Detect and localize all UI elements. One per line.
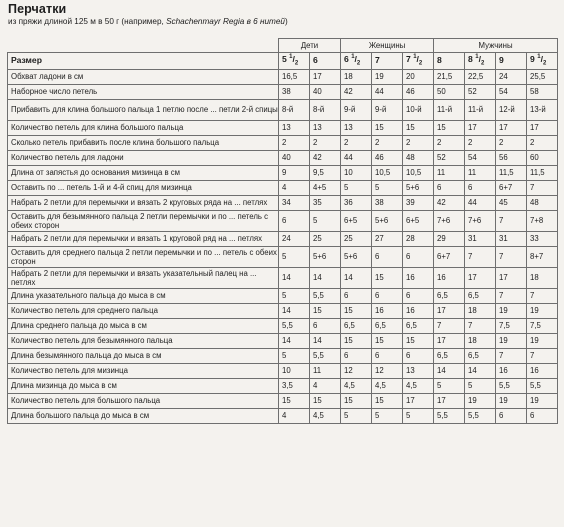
table-cell: 45: [496, 195, 527, 210]
row-label: Набрать 2 петли для перемычки и вязать 1 круговой ряд на ... петлях: [8, 231, 279, 246]
table-cell: 44: [341, 150, 372, 165]
table-cell: 4,5: [310, 408, 341, 423]
table-cell: 9: [279, 165, 310, 180]
size-value: [344, 53, 361, 67]
table-cell: 4,5: [341, 378, 372, 393]
table-cell: 7+6: [465, 210, 496, 231]
table-cell: 11: [465, 165, 496, 180]
size-cell: [372, 53, 403, 70]
size-cell: [341, 53, 372, 70]
size-fraction-numerator: 1: [351, 54, 355, 60]
table-cell: 13: [310, 120, 341, 135]
row-label: Длина от запястья до основания мизинца в см: [8, 165, 279, 180]
table-cell: 14: [279, 333, 310, 348]
table-cell: 11-й: [465, 99, 496, 120]
size-value: [437, 55, 442, 65]
table-cell: 18: [465, 333, 496, 348]
table-cell: 24: [496, 69, 527, 84]
table-cell: 15: [372, 393, 403, 408]
table-cell: 14: [434, 363, 465, 378]
size-whole: 9: [530, 53, 535, 64]
table-cell: 7: [465, 318, 496, 333]
table-cell: 16: [527, 363, 558, 378]
row-label: Оставить для безымянного пальца 2 петли перемычки и по ... петель с обеих сторон: [8, 210, 279, 231]
table-cell: 6: [465, 180, 496, 195]
table-cell: 15: [341, 393, 372, 408]
table-row: [8, 288, 558, 303]
size-cell: [465, 53, 496, 70]
table-cell: 19: [527, 393, 558, 408]
table-cell: 14: [310, 267, 341, 288]
table-cell: 11-й: [434, 99, 465, 120]
table-cell: 8+7: [527, 246, 558, 267]
table-cell: 6: [372, 246, 403, 267]
table-cell: 6: [310, 318, 341, 333]
table-cell: 38: [372, 195, 403, 210]
table-cell: 16: [403, 303, 434, 318]
table-cell: 5: [279, 288, 310, 303]
table-cell: 15: [310, 393, 341, 408]
table-cell: 19: [465, 393, 496, 408]
size-fraction-denominator: 2: [542, 60, 547, 67]
group-women: Женщины: [341, 39, 434, 53]
table-cell: 2: [527, 135, 558, 150]
row-label: Наборное число петель: [8, 84, 279, 99]
table-row: [8, 363, 558, 378]
size-cell: [434, 53, 465, 70]
table-row: [8, 69, 558, 84]
table-cell: 15: [434, 120, 465, 135]
table-cell: 44: [465, 195, 496, 210]
table-row: [8, 99, 558, 120]
table-cell: 15: [341, 333, 372, 348]
table-cell: 5,5: [310, 348, 341, 363]
size-fraction-numerator: 1: [413, 54, 417, 60]
table-cell: 29: [434, 231, 465, 246]
subtitle-prefix: из пряжи длиной 125 м в 50 г (например,: [8, 17, 167, 26]
table-cell: 17: [434, 333, 465, 348]
table-row: [8, 210, 558, 231]
table-cell: 40: [279, 150, 310, 165]
size-cell: [527, 53, 558, 70]
size-value: [468, 53, 485, 67]
table-cell: 10: [341, 165, 372, 180]
size-whole: 7: [406, 53, 411, 64]
table-cell: 6: [496, 408, 527, 423]
table-cell: 19: [496, 333, 527, 348]
table-cell: 11,5: [527, 165, 558, 180]
size-whole: 7: [375, 55, 380, 66]
table-cell: 17: [465, 120, 496, 135]
size-whole: 9: [499, 55, 504, 66]
table-cell: 12: [341, 363, 372, 378]
table-cell: 5+6: [310, 246, 341, 267]
table-cell: 7: [527, 288, 558, 303]
table-cell: 14: [310, 333, 341, 348]
table-cell: 5: [403, 408, 434, 423]
table-cell: 7: [496, 246, 527, 267]
table-cell: 6,5: [372, 318, 403, 333]
row-label: Длина мизинца до мыса в см: [8, 378, 279, 393]
table-cell: 2: [465, 135, 496, 150]
corner-blank: [8, 39, 279, 53]
table-cell: 54: [496, 84, 527, 99]
table-cell: 60: [527, 150, 558, 165]
table-cell: 2: [496, 135, 527, 150]
table-cell: 6: [279, 210, 310, 231]
table-cell: 5: [310, 210, 341, 231]
table-cell: 42: [341, 84, 372, 99]
table-cell: 19: [372, 69, 403, 84]
table-cell: 27: [372, 231, 403, 246]
table-row: [8, 303, 558, 318]
size-fraction-slash: /: [478, 53, 481, 64]
table-cell: 5+6: [372, 210, 403, 231]
table-cell: 6: [341, 348, 372, 363]
subtitle-yarn: Schachenmayr Regia в 6 нитей: [166, 17, 285, 26]
table-row: [8, 195, 558, 210]
table-cell: 6: [372, 348, 403, 363]
table-cell: 35: [310, 195, 341, 210]
table-cell: 13: [279, 120, 310, 135]
table-cell: 5+6: [341, 246, 372, 267]
size-value: [375, 55, 380, 65]
table-row: [8, 135, 558, 150]
row-label: Набрать 2 петли для перемычки и вязать 2 круговых ряда на ... петлях: [8, 195, 279, 210]
table-cell: 58: [527, 84, 558, 99]
table-cell: 7+6: [434, 210, 465, 231]
table-cell: 7+8: [527, 210, 558, 231]
table-cell: 36: [341, 195, 372, 210]
table-cell: 6,5: [434, 288, 465, 303]
table-cell: 31: [465, 231, 496, 246]
table-cell: 15: [341, 303, 372, 318]
row-label: Оставить для среднего пальца 2 петли перемычки и по ... петель с обеих сторон: [8, 246, 279, 267]
table-cell: 14: [279, 267, 310, 288]
table-cell: 16: [403, 267, 434, 288]
table-cell: 34: [279, 195, 310, 210]
size-fraction-denominator: 2: [294, 60, 299, 67]
table-cell: 48: [527, 195, 558, 210]
size-value: [313, 55, 318, 65]
size-whole: 5: [282, 53, 287, 64]
table-cell: 13: [341, 120, 372, 135]
table-row: [8, 378, 558, 393]
table-row: [8, 333, 558, 348]
table-cell: 48: [403, 150, 434, 165]
size-whole: 8: [437, 55, 442, 66]
row-label: Длина большого пальца до мыса в см: [8, 408, 279, 423]
table-cell: 11: [434, 165, 465, 180]
table-cell: 15: [310, 303, 341, 318]
table-cell: 52: [434, 150, 465, 165]
table-cell: 2: [403, 135, 434, 150]
table-cell: 6: [403, 348, 434, 363]
table-cell: 25: [310, 231, 341, 246]
table-cell: 6,5: [465, 288, 496, 303]
table-cell: 6+7: [434, 246, 465, 267]
table-row: [8, 165, 558, 180]
table-cell: 5: [341, 180, 372, 195]
table-row: [8, 231, 558, 246]
size-whole: 6: [344, 53, 349, 64]
table-cell: 5,5: [310, 288, 341, 303]
table-cell: 4,5: [372, 378, 403, 393]
subtitle-suffix: ): [284, 17, 288, 26]
table-cell: 6+5: [403, 210, 434, 231]
row-label: Длина указательного пальца до мыса в см: [8, 288, 279, 303]
table-cell: 7: [434, 318, 465, 333]
row-label: Количество петель для большого пальца: [8, 393, 279, 408]
table-cell: 6+7: [496, 180, 527, 195]
size-fraction-numerator: 1: [475, 54, 479, 60]
table-cell: 7,5: [527, 318, 558, 333]
table-row: [8, 84, 558, 99]
table-cell: 56: [496, 150, 527, 165]
row-label: Количество петель для мизинца: [8, 363, 279, 378]
table-cell: 16: [372, 303, 403, 318]
table-cell: 17: [310, 69, 341, 84]
table-cell: 50: [434, 84, 465, 99]
table-cell: 4: [279, 180, 310, 195]
table-cell: 21,5: [434, 69, 465, 84]
table-cell: 39: [403, 195, 434, 210]
table-cell: 46: [372, 150, 403, 165]
table-cell: 19: [527, 333, 558, 348]
table-cell: 6: [434, 180, 465, 195]
row-label: Длина безымянного пальца до мыса в см: [8, 348, 279, 363]
table-cell: 22,5: [465, 69, 496, 84]
page-subtitle: [8, 17, 288, 26]
table-cell: 6: [372, 288, 403, 303]
table-cell: 31: [496, 231, 527, 246]
table-cell: 16: [434, 267, 465, 288]
table-cell: 6: [527, 408, 558, 423]
table-cell: 17: [527, 120, 558, 135]
table-cell: 6: [341, 288, 372, 303]
table-cell: 2: [341, 135, 372, 150]
table-cell: 8-й: [279, 99, 310, 120]
size-fraction-slash: /: [292, 53, 295, 64]
table-cell: 17: [496, 120, 527, 135]
table-cell: 6: [403, 288, 434, 303]
table-cell: 4: [310, 378, 341, 393]
table-cell: 3,5: [279, 378, 310, 393]
table-cell: 46: [403, 84, 434, 99]
table-cell: 33: [527, 231, 558, 246]
table-cell: 6,5: [341, 318, 372, 333]
table-cell: 15: [372, 267, 403, 288]
row-label: Обхват ладони в см: [8, 69, 279, 84]
table-cell: 9,5: [310, 165, 341, 180]
page-title: Перчатки: [8, 2, 67, 16]
table-cell: 18: [341, 69, 372, 84]
table-row: [8, 393, 558, 408]
table-cell: 6: [403, 246, 434, 267]
table-cell: 4: [279, 408, 310, 423]
table-cell: 16: [496, 363, 527, 378]
table-cell: 18: [465, 303, 496, 318]
table-row: [8, 267, 558, 288]
size-fraction-denominator: 2: [480, 60, 485, 67]
table-cell: 5,5: [279, 318, 310, 333]
size-cell: [496, 53, 527, 70]
table-cell: 5: [434, 378, 465, 393]
table-cell: 9-й: [341, 99, 372, 120]
table-cell: 7: [465, 246, 496, 267]
table-cell: 25,5: [527, 69, 558, 84]
table-cell: 42: [310, 150, 341, 165]
size-value: [530, 53, 547, 67]
table-cell: 5: [279, 348, 310, 363]
table-cell: 19: [496, 393, 527, 408]
table-cell: 19: [527, 303, 558, 318]
row-label: Сколько петель прибавить после клина большого пальца: [8, 135, 279, 150]
table-cell: 7,5: [496, 318, 527, 333]
size-fraction-numerator: 1: [289, 54, 293, 60]
table-cell: 11: [310, 363, 341, 378]
table-cell: 12-й: [496, 99, 527, 120]
table-cell: 11,5: [496, 165, 527, 180]
size-fraction-slash: /: [416, 53, 419, 64]
table-cell: 52: [465, 84, 496, 99]
table-cell: 7: [496, 210, 527, 231]
row-label: Прибавить для клина большого пальца 1 петлю после ... петли 2-й спицы: [8, 99, 279, 120]
table-cell: 25: [341, 231, 372, 246]
row-label: Количество петель для безымянного пальца: [8, 333, 279, 348]
row-label: Количество петель для клина большого пальца: [8, 120, 279, 135]
table-cell: 2: [279, 135, 310, 150]
table-cell: 7: [527, 180, 558, 195]
table-cell: 4+5: [310, 180, 341, 195]
table-cell: 18: [527, 267, 558, 288]
row-label: Количество петель для среднего пальца: [8, 303, 279, 318]
gloves-size-table: [7, 38, 558, 424]
group-men: Мужчины: [434, 39, 558, 53]
table-row: [8, 150, 558, 165]
table-cell: 38: [279, 84, 310, 99]
size-fraction-denominator: 2: [356, 60, 361, 67]
table-cell: 7: [496, 288, 527, 303]
size-fraction-denominator: 2: [418, 60, 423, 67]
size-fraction-slash: /: [354, 53, 357, 64]
table-cell: 5: [372, 408, 403, 423]
row-label: Длина среднего пальца до мыса в см: [8, 318, 279, 333]
table-cell: 10,5: [403, 165, 434, 180]
table-cell: 2: [372, 135, 403, 150]
table-cell: 17: [434, 303, 465, 318]
size-fraction-numerator: 1: [537, 54, 541, 60]
table-cell: 54: [465, 150, 496, 165]
table-cell: 12: [372, 363, 403, 378]
table-cell: 10: [279, 363, 310, 378]
table-cell: 6+5: [341, 210, 372, 231]
table-cell: 14: [279, 303, 310, 318]
size-value: [282, 53, 299, 67]
table-cell: 5: [279, 246, 310, 267]
table-cell: 15: [403, 333, 434, 348]
table-row: [8, 348, 558, 363]
row-label: Количество петель для ладони: [8, 150, 279, 165]
size-whole: 8: [468, 53, 473, 64]
size-cell: [310, 53, 341, 70]
table-cell: 17: [434, 393, 465, 408]
table-cell: 15: [372, 120, 403, 135]
table-cell: 7: [496, 348, 527, 363]
table-cell: 28: [403, 231, 434, 246]
table-cell: 5,5: [434, 408, 465, 423]
table-cell: 6,5: [465, 348, 496, 363]
table-cell: 10-й: [403, 99, 434, 120]
table-cell: 20: [403, 69, 434, 84]
table-cell: 5: [372, 180, 403, 195]
table-cell: 4,5: [403, 378, 434, 393]
size-cell: [279, 53, 310, 70]
table-cell: 13-й: [527, 99, 558, 120]
size-fraction-slash: /: [540, 53, 543, 64]
table-cell: 15: [372, 333, 403, 348]
table-cell: 44: [372, 84, 403, 99]
table-row: [8, 180, 558, 195]
size-header: Размер: [8, 53, 279, 70]
table-cell: 5,5: [465, 408, 496, 423]
size-value: [406, 53, 423, 67]
row-label: Набрать 2 петли для перемычки и вязать указательный палец на ... петлях: [8, 267, 279, 288]
size-cell: [403, 53, 434, 70]
table-cell: 17: [403, 393, 434, 408]
table-row: [8, 120, 558, 135]
table-cell: 6,5: [434, 348, 465, 363]
size-whole: 6: [313, 55, 318, 66]
table-cell: 17: [496, 267, 527, 288]
table-cell: 19: [496, 303, 527, 318]
table-cell: 5,5: [496, 378, 527, 393]
table-cell: 8-й: [310, 99, 341, 120]
table-cell: 16,5: [279, 69, 310, 84]
table-cell: 5: [341, 408, 372, 423]
row-label: Оставить по ... петель 1-й и 4-й спиц для мизинца: [8, 180, 279, 195]
table-cell: 2: [434, 135, 465, 150]
table-cell: 5,5: [527, 378, 558, 393]
table-cell: 13: [403, 363, 434, 378]
table-cell: 5: [465, 378, 496, 393]
group-children: Дети: [279, 39, 341, 53]
table-cell: 7: [527, 348, 558, 363]
table-row: [8, 318, 558, 333]
table-row: [8, 408, 558, 423]
table-cell: 14: [465, 363, 496, 378]
table-cell: 9-й: [372, 99, 403, 120]
table-cell: 40: [310, 84, 341, 99]
table-cell: 24: [279, 231, 310, 246]
table-cell: 14: [341, 267, 372, 288]
table-row: [8, 246, 558, 267]
table-cell: 15: [403, 120, 434, 135]
table-cell: 17: [465, 267, 496, 288]
table-cell: 2: [310, 135, 341, 150]
table-cell: 15: [279, 393, 310, 408]
table-cell: 10,5: [372, 165, 403, 180]
table-cell: 5+6: [403, 180, 434, 195]
table-cell: 42: [434, 195, 465, 210]
table-cell: 6,5: [403, 318, 434, 333]
size-value: [499, 55, 504, 65]
